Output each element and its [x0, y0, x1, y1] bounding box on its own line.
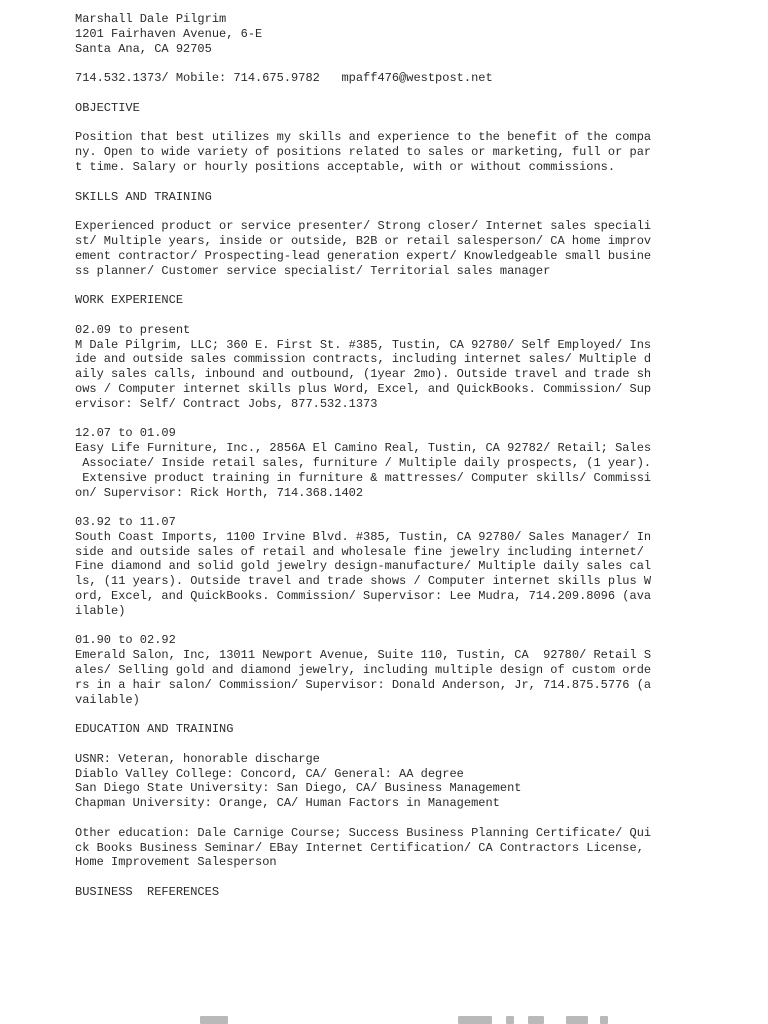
spacer: [75, 308, 675, 323]
skills-line: ement contractor/ Prospecting-lead generation expert/ Knowledgeable small busine: [75, 248, 652, 263]
work-section: [75, 293, 675, 707]
spacer: [75, 116, 675, 131]
cut-off-text-fragment: [600, 1016, 608, 1024]
job-dates: 01.90 to 02.92: [75, 633, 176, 648]
job-line: Associate/ Inside retail sales, furniture / Multiple daily prospects, (1 year).: [75, 455, 652, 470]
name-line: Marshall Dale Pilgrim: [75, 12, 227, 26]
spacer: [75, 204, 675, 219]
spacer: [75, 500, 675, 515]
section-heading: BUSINESS REFERENCES: [75, 885, 220, 900]
objective-line: Position that best utilizes my skills and experience to the benefit of the compa: [75, 130, 652, 145]
job-line: rs in a hair salon/ Commission/ Supervisor: Donald Anderson, Jr, 714.875.5776 (a: [75, 677, 652, 692]
header-block: [75, 12, 675, 86]
job-entry: [75, 633, 675, 707]
cut-off-text-fragment: [506, 1016, 514, 1024]
spacer: [75, 175, 675, 190]
spacer: [75, 707, 675, 722]
skills-line: ss planner/ Customer service specialist/ Territorial sales manager: [75, 263, 551, 278]
skills-line: st/ Multiple years, inside or outside, B2B or retail salesperson/ CA home improv: [75, 233, 652, 248]
education-section: [75, 722, 675, 870]
other-education-line: Home Improvement Salesperson: [75, 855, 277, 870]
spacer: [75, 86, 675, 101]
job-line: vailable): [75, 692, 140, 707]
spacer: [75, 870, 675, 885]
contact-line: 714.532.1373/ Mobile: 714.675.9782 mpaff476@westpost.net: [75, 71, 493, 86]
section-heading: EDUCATION AND TRAINING: [75, 722, 234, 737]
job-entry: [75, 515, 675, 619]
job-line: South Coast Imports, 1100 Irvine Blvd. #385, Tustin, CA 92780/ Sales Manager/ In: [75, 529, 652, 544]
job-line: ord, Excel, and QuickBooks. Commission/ Supervisor: Lee Mudra, 714.209.8096 (ava: [75, 589, 652, 604]
section-heading: WORK EXPERIENCE: [75, 293, 184, 308]
spacer: [75, 619, 675, 634]
job-line: Emerald Salon, Inc, 13011 Newport Avenue, Suite 110, Tustin, CA 92780/ Retail S: [75, 648, 652, 663]
job-dates: 12.07 to 01.09: [75, 426, 176, 441]
section-heading: OBJECTIVE: [75, 100, 140, 115]
city-line: Santa Ana, CA 92705: [75, 41, 212, 56]
spacer: [75, 811, 675, 826]
job-line: Fine diamond and solid gold jewelry design-manufacture/ Multiple daily sales cal: [75, 559, 652, 574]
education-line: Diablo Valley College: Concord, CA/ General: AA degree: [75, 766, 464, 781]
job-dates: 02.09 to present: [75, 322, 191, 337]
job-line: ilable): [75, 603, 126, 618]
references-section: [75, 885, 675, 900]
education-line: USNR: Veteran, honorable discharge: [75, 751, 320, 766]
cut-off-text-fragment: [528, 1016, 544, 1024]
objective-line: t time. Salary or hourly positions acceptable, with or without commissions.: [75, 159, 616, 174]
resume-document: [75, 12, 675, 900]
job-dates: 03.92 to 11.07: [75, 515, 176, 530]
job-line: ows / Computer internet skills plus Word, Excel, and QuickBooks. Commission/ Sup: [75, 381, 652, 396]
job-entry: [75, 426, 675, 500]
other-education-line: ck Books Business Seminar/ EBay Internet Certification/ CA Contractors License,: [75, 840, 644, 855]
job-line: ales/ Selling gold and diamond jewelry, including multiple design of custom orde: [75, 663, 652, 678]
spacer: [75, 412, 675, 427]
job-line: M Dale Pilgrim, LLC; 360 E. First St. #385, Tustin, CA 92780/ Self Employed/ Ins: [75, 337, 652, 352]
cut-off-text-fragment: [200, 1016, 228, 1024]
job-line: ervisor: Self/ Contract Jobs, 877.532.1373: [75, 396, 378, 411]
education-line: San Diego State University: San Diego, CA/ Business Management: [75, 781, 522, 796]
job-entry: [75, 323, 675, 412]
spacer: [75, 56, 675, 71]
job-line: on/ Supervisor: Rick Horth, 714.368.1402: [75, 485, 364, 500]
skills-line: Experienced product or service presenter/ Strong closer/ Internet sales speciali: [75, 219, 652, 234]
spacer: [75, 737, 675, 752]
objective-line: ny. Open to wide variety of positions related to sales or marketing, full or par: [75, 145, 652, 160]
job-line: ls, (11 years). Outside travel and trade shows / Computer internet skills plus W: [75, 574, 652, 589]
cut-off-text-fragment: [566, 1016, 588, 1024]
address-line: 1201 Fairhaven Avenue, 6-E: [75, 26, 263, 41]
job-line: Easy Life Furniture, Inc., 2856A El Camino Real, Tustin, CA 92782/ Retail; Sales: [75, 441, 652, 456]
section-heading: SKILLS AND TRAINING: [75, 189, 212, 204]
objective-section: [75, 101, 675, 175]
skills-section: [75, 190, 675, 279]
other-education-line: Other education: Dale Carnige Course; Success Business Planning Certificate/ Qui: [75, 825, 652, 840]
job-line: side and outside sales of retail and wholesale fine jewelry including internet/: [75, 544, 644, 559]
job-line: ide and outside sales commission contracts, including internet sales/ Multiple d: [75, 352, 652, 367]
spacer: [75, 278, 675, 293]
education-line: Chapman University: Orange, CA/ Human Factors in Management: [75, 796, 500, 811]
cut-off-text-fragments: [0, 1016, 768, 1024]
cut-off-text-fragment: [458, 1016, 492, 1024]
job-line: aily sales calls, inbound and outbound, (1year 2mo). Outside travel and trade sh: [75, 367, 652, 382]
job-line: Extensive product training in furniture & mattresses/ Computer skills/ Commissi: [75, 470, 652, 485]
